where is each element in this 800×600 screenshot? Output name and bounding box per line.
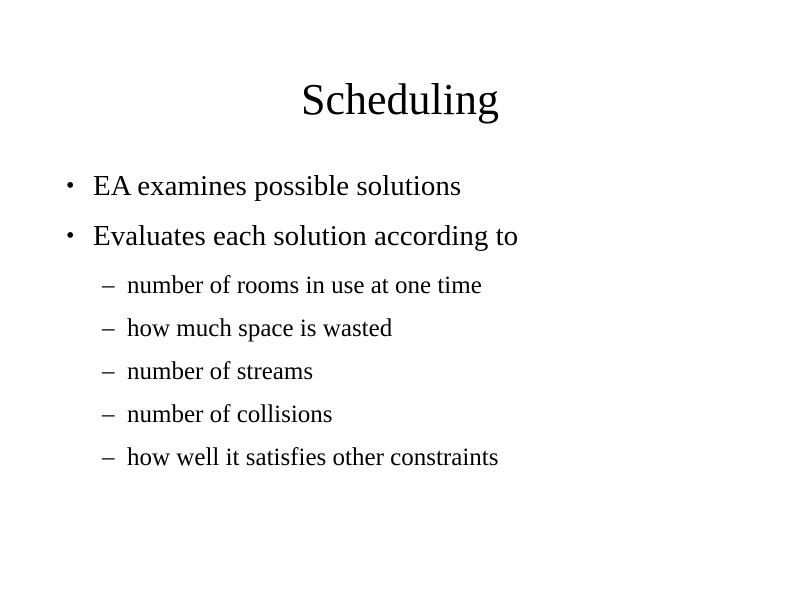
sub-bullet-item <box>66 350 766 393</box>
sub-bullet-text: how much space is wasted <box>127 315 393 342</box>
sub-bullet-item <box>66 436 766 479</box>
sub-bullet-text: number of streams <box>127 358 314 385</box>
slide-title: Scheduling <box>301 75 499 124</box>
sub-bullet-text: how well it satisfies other constraints <box>127 444 499 471</box>
bullet-item <box>66 164 766 208</box>
sub-bullet-text: number of collisions <box>127 401 333 428</box>
sub-bullet-item <box>66 307 766 350</box>
dash-marker-icon: – <box>102 272 115 299</box>
bullet-marker-icon: • <box>66 173 75 199</box>
sub-bullet-text: number of rooms in use at one time <box>127 272 482 299</box>
sub-bullet-list <box>66 264 766 479</box>
dash-marker-icon: – <box>102 358 115 385</box>
bullet-text: EA examines possible solutions <box>93 170 462 202</box>
dash-marker-icon: – <box>102 444 115 471</box>
sub-bullet-group <box>66 264 766 479</box>
dash-marker-icon: – <box>102 401 115 428</box>
bullet-marker-icon: • <box>66 223 75 249</box>
dash-marker-icon: – <box>102 315 115 342</box>
sub-bullet-item <box>66 264 766 307</box>
bullet-list <box>66 164 766 479</box>
sub-bullet-item <box>66 393 766 436</box>
bullet-item <box>66 214 766 258</box>
bullet-text: Evaluates each solution according to <box>93 220 519 252</box>
